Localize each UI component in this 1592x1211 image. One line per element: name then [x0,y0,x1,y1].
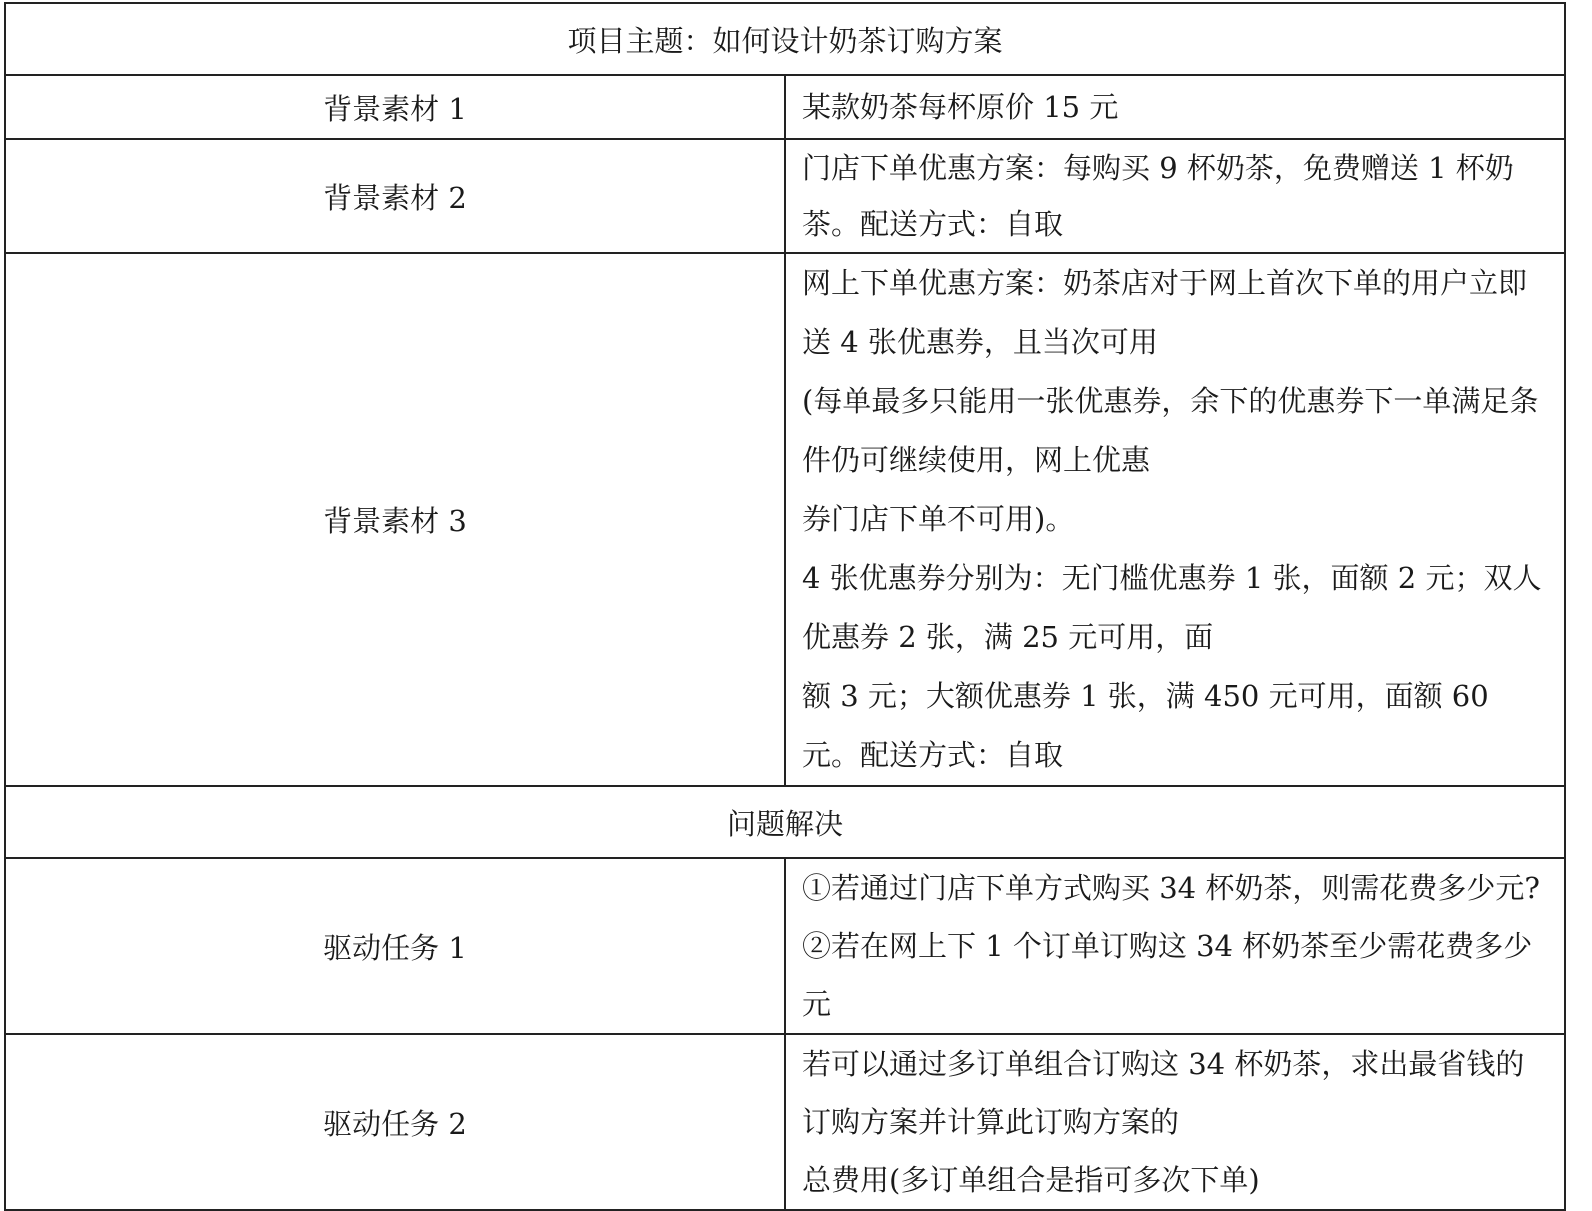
task-2-line-1: 若可以通过多订单组合订购这 34 杯奶茶，求出最省钱的订购方案并计算此订购方案的 [802,1047,1525,1139]
task-content-1 [785,858,1565,1034]
project-title: 项目主题：如何设计奶茶订购方案 [5,3,1565,75]
background-content-2 [785,139,1565,253]
background-3-line-5: 额 3 元；大额优惠券 1 张，满 450 元可用，面额 60 元。配送方式：自取 [802,679,1489,772]
project-table [4,2,1566,1211]
task-label-2: 驱动任务 2 [5,1034,785,1210]
task-2-line-2: 总费用(多订单组合是指可多次下单) [802,1163,1260,1197]
background-row-2 [5,139,1565,253]
background-2-line-1: 门店下单优惠方案：每购买 9 杯奶茶，免费赠送 1 杯奶茶。配送方式：自取 [802,151,1514,241]
background-3-line-1: 网上下单优惠方案：奶茶店对于网上首次下单的用户立即送 4 张优惠券，且当次可用 [802,266,1528,359]
background-row-1 [5,75,1565,139]
task-row-2 [5,1034,1565,1210]
background-3-line-3: 券门店下单不可用)。 [802,502,1075,536]
task-1-line-2: ②若在网上下 1 个订单订购这 34 杯奶茶至少需花费多少元 [802,929,1533,1021]
background-1-line-1: 某款奶茶每杯原价 15 元 [802,90,1119,124]
background-row-3 [5,253,1565,786]
section-row [5,786,1565,858]
section-title: 问题解决 [5,786,1565,858]
background-3-line-2: (每单最多只能用一张优惠券，余下的优惠券下一单满足条件仍可继续使用，网上优惠 [802,384,1539,477]
background-label-3: 背景素材 3 [5,253,785,786]
task-content-2 [785,1034,1565,1210]
task-label-1: 驱动任务 1 [5,858,785,1034]
background-content-1 [785,75,1565,139]
title-row [5,3,1565,75]
background-content-3 [785,253,1565,786]
background-3-line-4: 4 张优惠券分别为：无门槛优惠券 1 张，面额 2 元；双人优惠券 2 张，满 25 元可用，面 [802,561,1542,654]
task-row-1 [5,858,1565,1034]
background-label-2: 背景素材 2 [5,139,785,253]
task-1-line-1: ①若通过门店下单方式购买 34 杯奶茶，则需花费多少元? [802,871,1540,905]
background-label-1: 背景素材 1 [5,75,785,139]
